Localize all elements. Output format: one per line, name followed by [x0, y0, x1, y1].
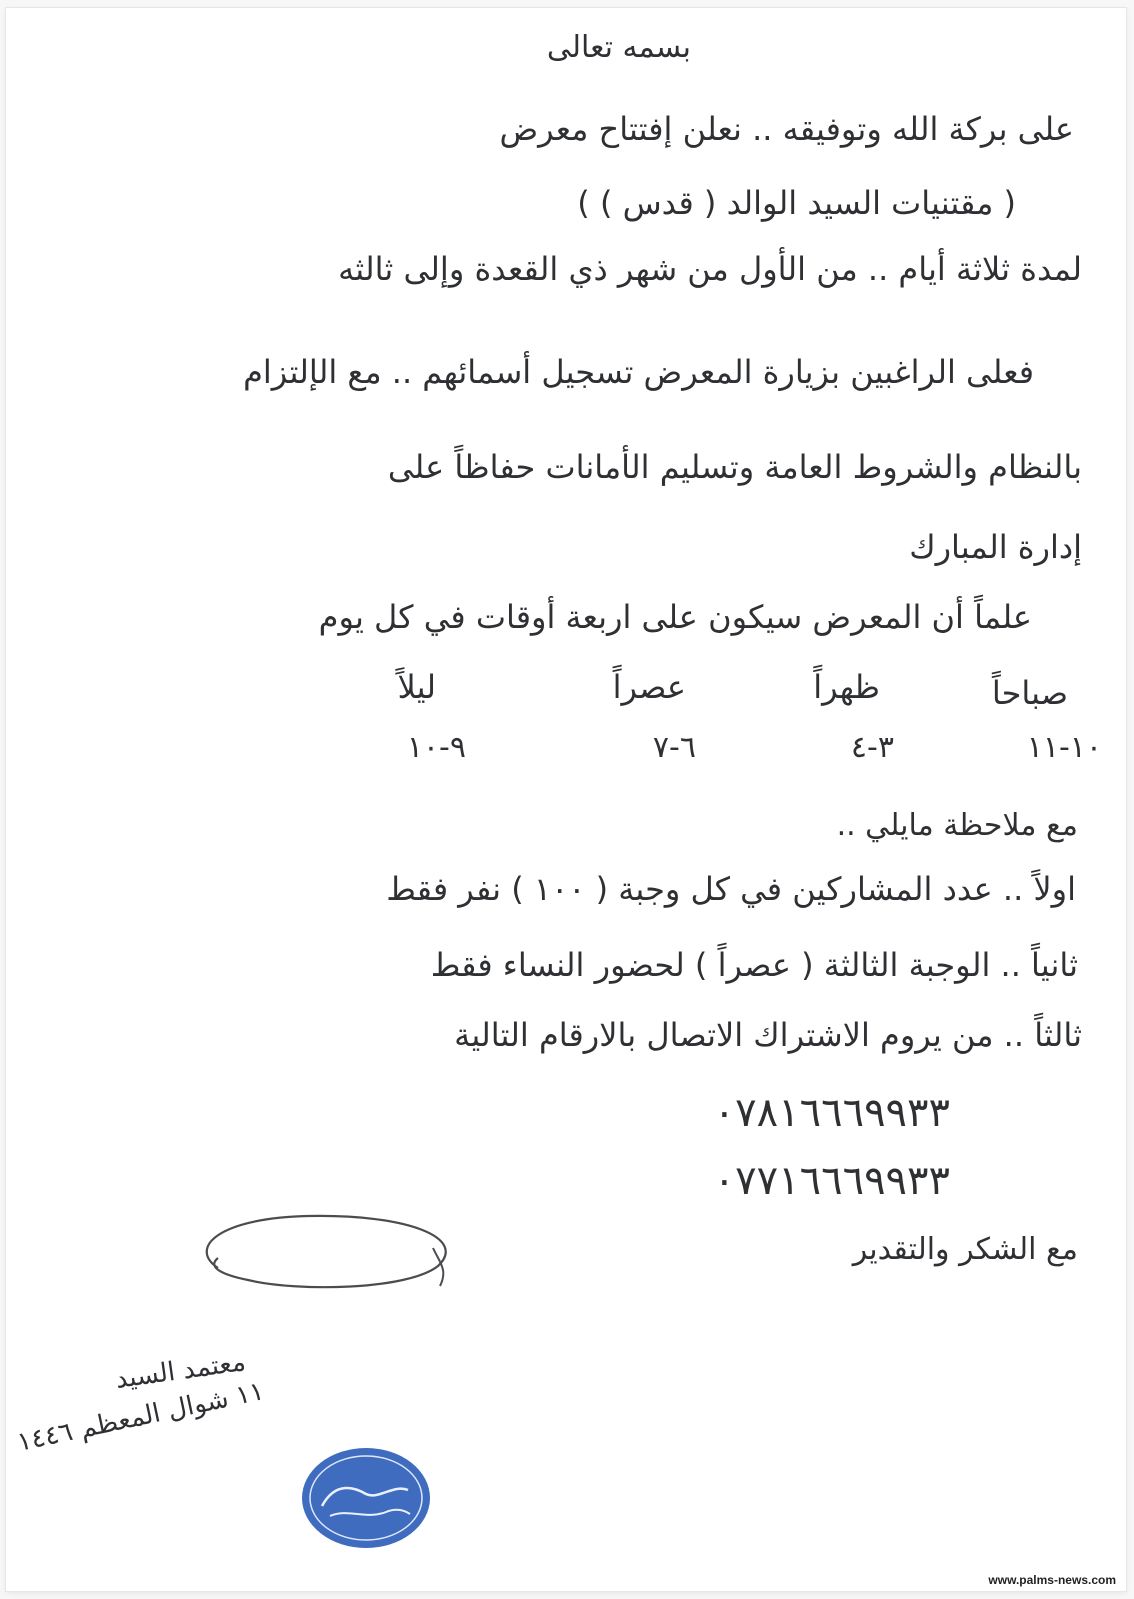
- time-range-night: ٩-١٠: [406, 730, 466, 765]
- time-label-noon: ظهراً: [813, 668, 880, 706]
- signature-title: معتمد السيد: [113, 1347, 248, 1395]
- signature-date: ١١ شوال المعظم ١٤٤٦: [14, 1376, 267, 1458]
- time-label-night: ليلاً: [397, 668, 436, 706]
- time-label-morning: صباحاً: [991, 674, 1068, 712]
- time-label-afternoon: عصراً: [612, 668, 686, 706]
- letter-line-4: فعلى الراغبين بزيارة المعرض تسجيل أسمائهم .. مع الإلتزام: [243, 353, 1034, 391]
- seal-stamp: [296, 1428, 436, 1568]
- time-range-afternoon: ٦-٧: [652, 730, 696, 765]
- letter-line-6: إدارة المبارك: [909, 528, 1082, 566]
- time-range-morning: ١٠-١١: [1026, 730, 1102, 765]
- letter-line-5: بالنظام والشروط العامة وتسليم الأمانات حفاظاً على: [387, 448, 1082, 486]
- letter-page: [6, 8, 1126, 1591]
- site-watermark: www.palms-news.com: [984, 1573, 1120, 1587]
- notes-heading: مع ملاحظة مايلي ..: [836, 808, 1078, 843]
- closing-line: مع الشكر والتقدير: [852, 1232, 1078, 1267]
- letter-line-3: لمدة ثلاثة أيام .. من الأول من شهر ذي القعدة وإلى ثالثه: [338, 250, 1082, 288]
- letter-heading: بسمه تعالى: [546, 30, 691, 65]
- phone-number-2: ٠٧٧١٦٦٦٩٩٣٣: [713, 1158, 950, 1204]
- note-second: ثانياً .. الوجبة الثالثة ( عصراً ) لحضور النساء فقط: [430, 946, 1078, 984]
- signature-scribble: [178, 1208, 468, 1296]
- note-third: ثالثاً .. من يروم الاشتراك الاتصال بالارقام التالية: [454, 1016, 1082, 1054]
- phone-number-1: ٠٧٨١٦٦٦٩٩٣٣: [713, 1090, 950, 1136]
- note-first: اولاً .. عدد المشاركين في كل وجبة ( ١٠٠ ) نفر فقط: [386, 870, 1076, 908]
- letter-line-7: علماً أن المعرض سيكون على اربعة أوقات في كل يوم: [318, 598, 1032, 636]
- letter-line-2: ( مقتنيات السيد الوالد ( قدس ) ): [577, 184, 1016, 222]
- letter-line-1: على بركة الله وتوفيقه .. نعلن إفتتاح معرض: [499, 110, 1074, 148]
- time-range-noon: ٣-٤: [850, 730, 894, 765]
